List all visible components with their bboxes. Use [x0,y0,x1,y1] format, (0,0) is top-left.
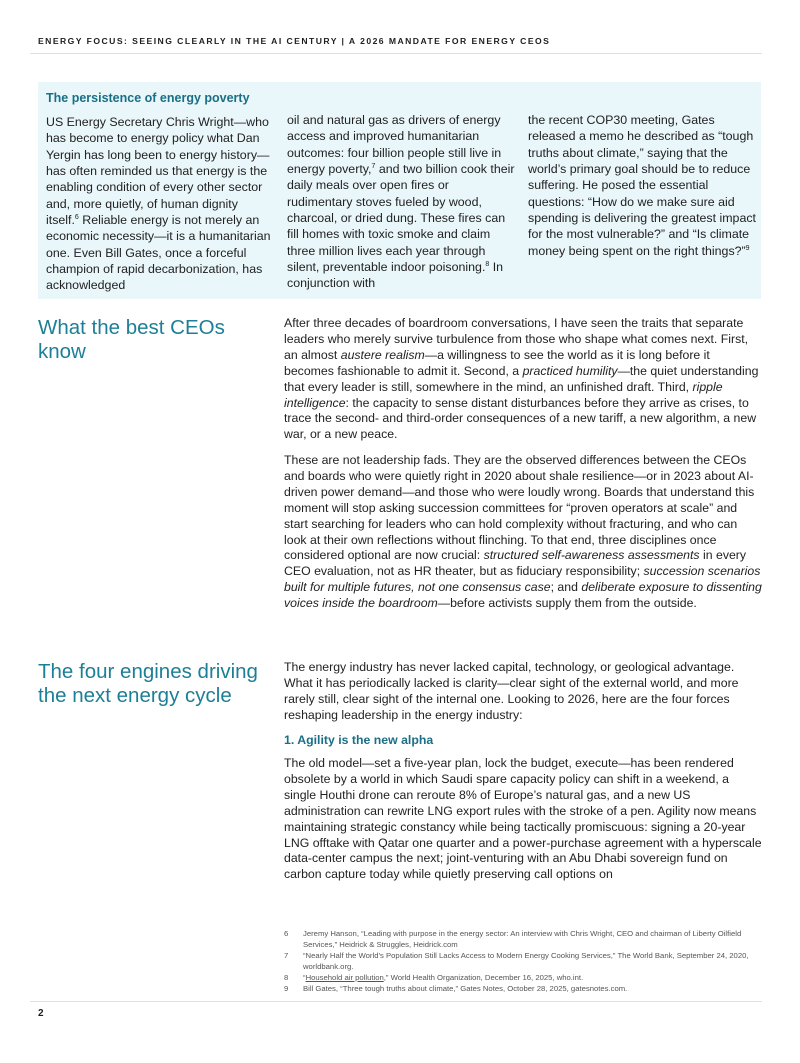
footnote-ref-8: 8 [485,261,490,269]
subheading-agility: 1. Agility is the new alpha [284,733,434,747]
body-text: —a willingness to see the world as it is long before it becomes fashionable to admit it. Second, a [284,347,710,378]
sidebar-column-2 [287,112,517,292]
sidebar-text: US Energy Secretary Chris Wright—who has become to energy policy what Dan Yergin has long been to energy history—has often reminded us that energy is the enabling condition of every other sector and, more quietly, of human dignity itself. [46,115,270,228]
energy-poverty-sidebar [38,82,761,299]
body-text: in every CEO evaluation, not as HR theater, but as fiduciary responsibility; [284,548,747,579]
footnote-9 [284,984,754,995]
footnote-number: 9 [284,983,289,993]
body-text: ; and [550,580,582,595]
sidebar-text: the recent COP30 meeting, Gates released a memo he described as “tough truths about climate,” saying that the world’s primary goal should be to reduce suffering. He posed the essential questions: “How do we make sure aid spending is delivering the greatest impact for the most vulnerable?” and “Is climate money being spent on the right things?” [528,113,756,258]
body-text: After three decades of boardroom conversations, I have seen the traits that separate leaders who merely survive turbulence from those who shape what comes next. First, an almost [284,316,749,362]
sidebar-text: In conjunction with [287,260,504,291]
footnote-text: Bill Gates, “Three tough truths about climate,” Gates Notes, October 28, 2025, gatesnotes.com. [303,983,628,993]
body-text: These are not leadership fads. They are the observed differences between the CEOs and boards who were quietly right in 2020 about shale resilience—or in 2023 about AI-driven power demand—and those who were loudly wrong. Boards that understand this moment will stop asking succession committees for “proven operators at scale” and start searching for leaders who can hold complexity without fracturing, and who can look at their own reflections without flinching. To that end, three disciplines once considered optional are now crucial: [284,453,755,563]
footnote-number: 6 [284,929,289,938]
sidebar-text: oil and natural gas as drivers of energy access and improved humanitarian outcomes: four billion people still live in energy poverty, [287,113,502,177]
section1-paragraph-1 [284,316,762,443]
footnote-6 [284,929,754,951]
footnote-7 [284,951,754,973]
sidebar-text: and two billion cook their daily meals over open fires or rudimentary stoves fueled by wood, charcoal, or dried dung. These fires can fill homes with toxic smoke and claim three million lives each year through silent, preventable indoor poisoning. [287,162,515,275]
sidebar-text: Reliable energy is not merely an economic necessity—it is a humanitarian one. Even Bill Gates, once a forceful champion of rapid decarbonization, has acknowledged [46,213,271,293]
emphasis-text: austere realism [340,347,425,362]
footnote-ref-9: 9 [745,244,750,252]
emphasis-text: succession scenarios built for multiple futures, not one consensus case [284,564,761,595]
section2-paragraph-1: The energy industry has never lacked capital, technology, or geological advantage. What it has periodically lacked is clarity—clear sight of the external world, and more rarely still, clear sight of the internal one. Looking to 2026, here are the four forces reshaping leadership in the energy industry: [284,660,739,722]
footnote-text: Jeremy Hanson, “Leading with purpose in the energy sector: An interview with Chris Wright, CEO and chairman of Liberty Oilfield Services,” Heidrick & Struggles, Heidrick.com [303,929,742,949]
body-text: —before activists supply them from the outside. [437,596,697,611]
sidebar-title: The persistence of energy poverty [46,91,250,105]
sidebar-column-3 [528,112,758,259]
section2-paragraph-2: The old model—set a five-year plan, lock the budget, execute—has been rendered obsolete by a world in which Saudi spare capacity policy can shift in a weekend, a single Houthi drone can reroute 8% of Europe’s natural gas, and a new US administration can rewrite LNG export rules with the stroke of a pen. Agility now means maintaining strategic constancy while being tactically promiscuous: signing a 20-year LNG offtake with Qatar one quarter and a power-purchase agreement with a hyperscale data-center campus the next; joint-venturing with an Abu Dhabi sovereign fund on carbon capture today while quietly preserving call options on [284,756,762,882]
footnote-text [303,973,754,984]
footnote-number: 7 [284,950,289,960]
section-heading-best-ceos: What the best CEOs know [38,316,225,363]
footnote-text: “Nearly Half the World’s Population Still Lacks Access to Modern Energy Cooking Services,” The World Bank, September 24, 2020, worldbank.org. [303,950,749,971]
emphasis-text: deliberate exposure to dissenting voices inside the boardroom [284,580,762,611]
page-number: 2 [38,1008,44,1019]
footer-divider [30,1001,762,1002]
running-head: ENERGY FOCUS: SEEING CLEARLY IN THE AI CENTURY | A 2026 MANDATE FOR ENERGY CEOS [38,36,551,46]
sidebar-column-1 [46,114,274,294]
footnote-text-suffix: ,” World Health Organization, December 16, 2025, who.int. [383,972,584,982]
section1-paragraph-2 [284,453,762,612]
footnote-ref-6: 6 [74,214,79,222]
emphasis-text: ripple intelligence [284,379,723,410]
emphasis-text: structured self-awareness assessments [483,548,700,563]
body-text: : the capacity to sense distant disturbances before they arrive as crises, to trace the second- and third-order consequences of a new tariff, a new algorithm, a new war, or a new peace. [284,395,757,442]
footnote-ref-7: 7 [371,163,376,171]
household-air-pollution-link[interactable]: Household air pollution [305,972,384,982]
header-divider [30,53,762,54]
section-heading-four-engines: The four engines driving the next energy cycle [38,660,258,707]
footnotes [284,929,754,994]
footnote-8 [284,973,754,984]
emphasis-text: practiced humility [522,363,618,378]
body-text: —the quiet understanding that every leader is still, somewhere in the mind, an unfinished draft. Third, [284,363,759,394]
footnote-number: 8 [284,972,289,982]
footnote-text-prefix: “ [303,972,306,982]
